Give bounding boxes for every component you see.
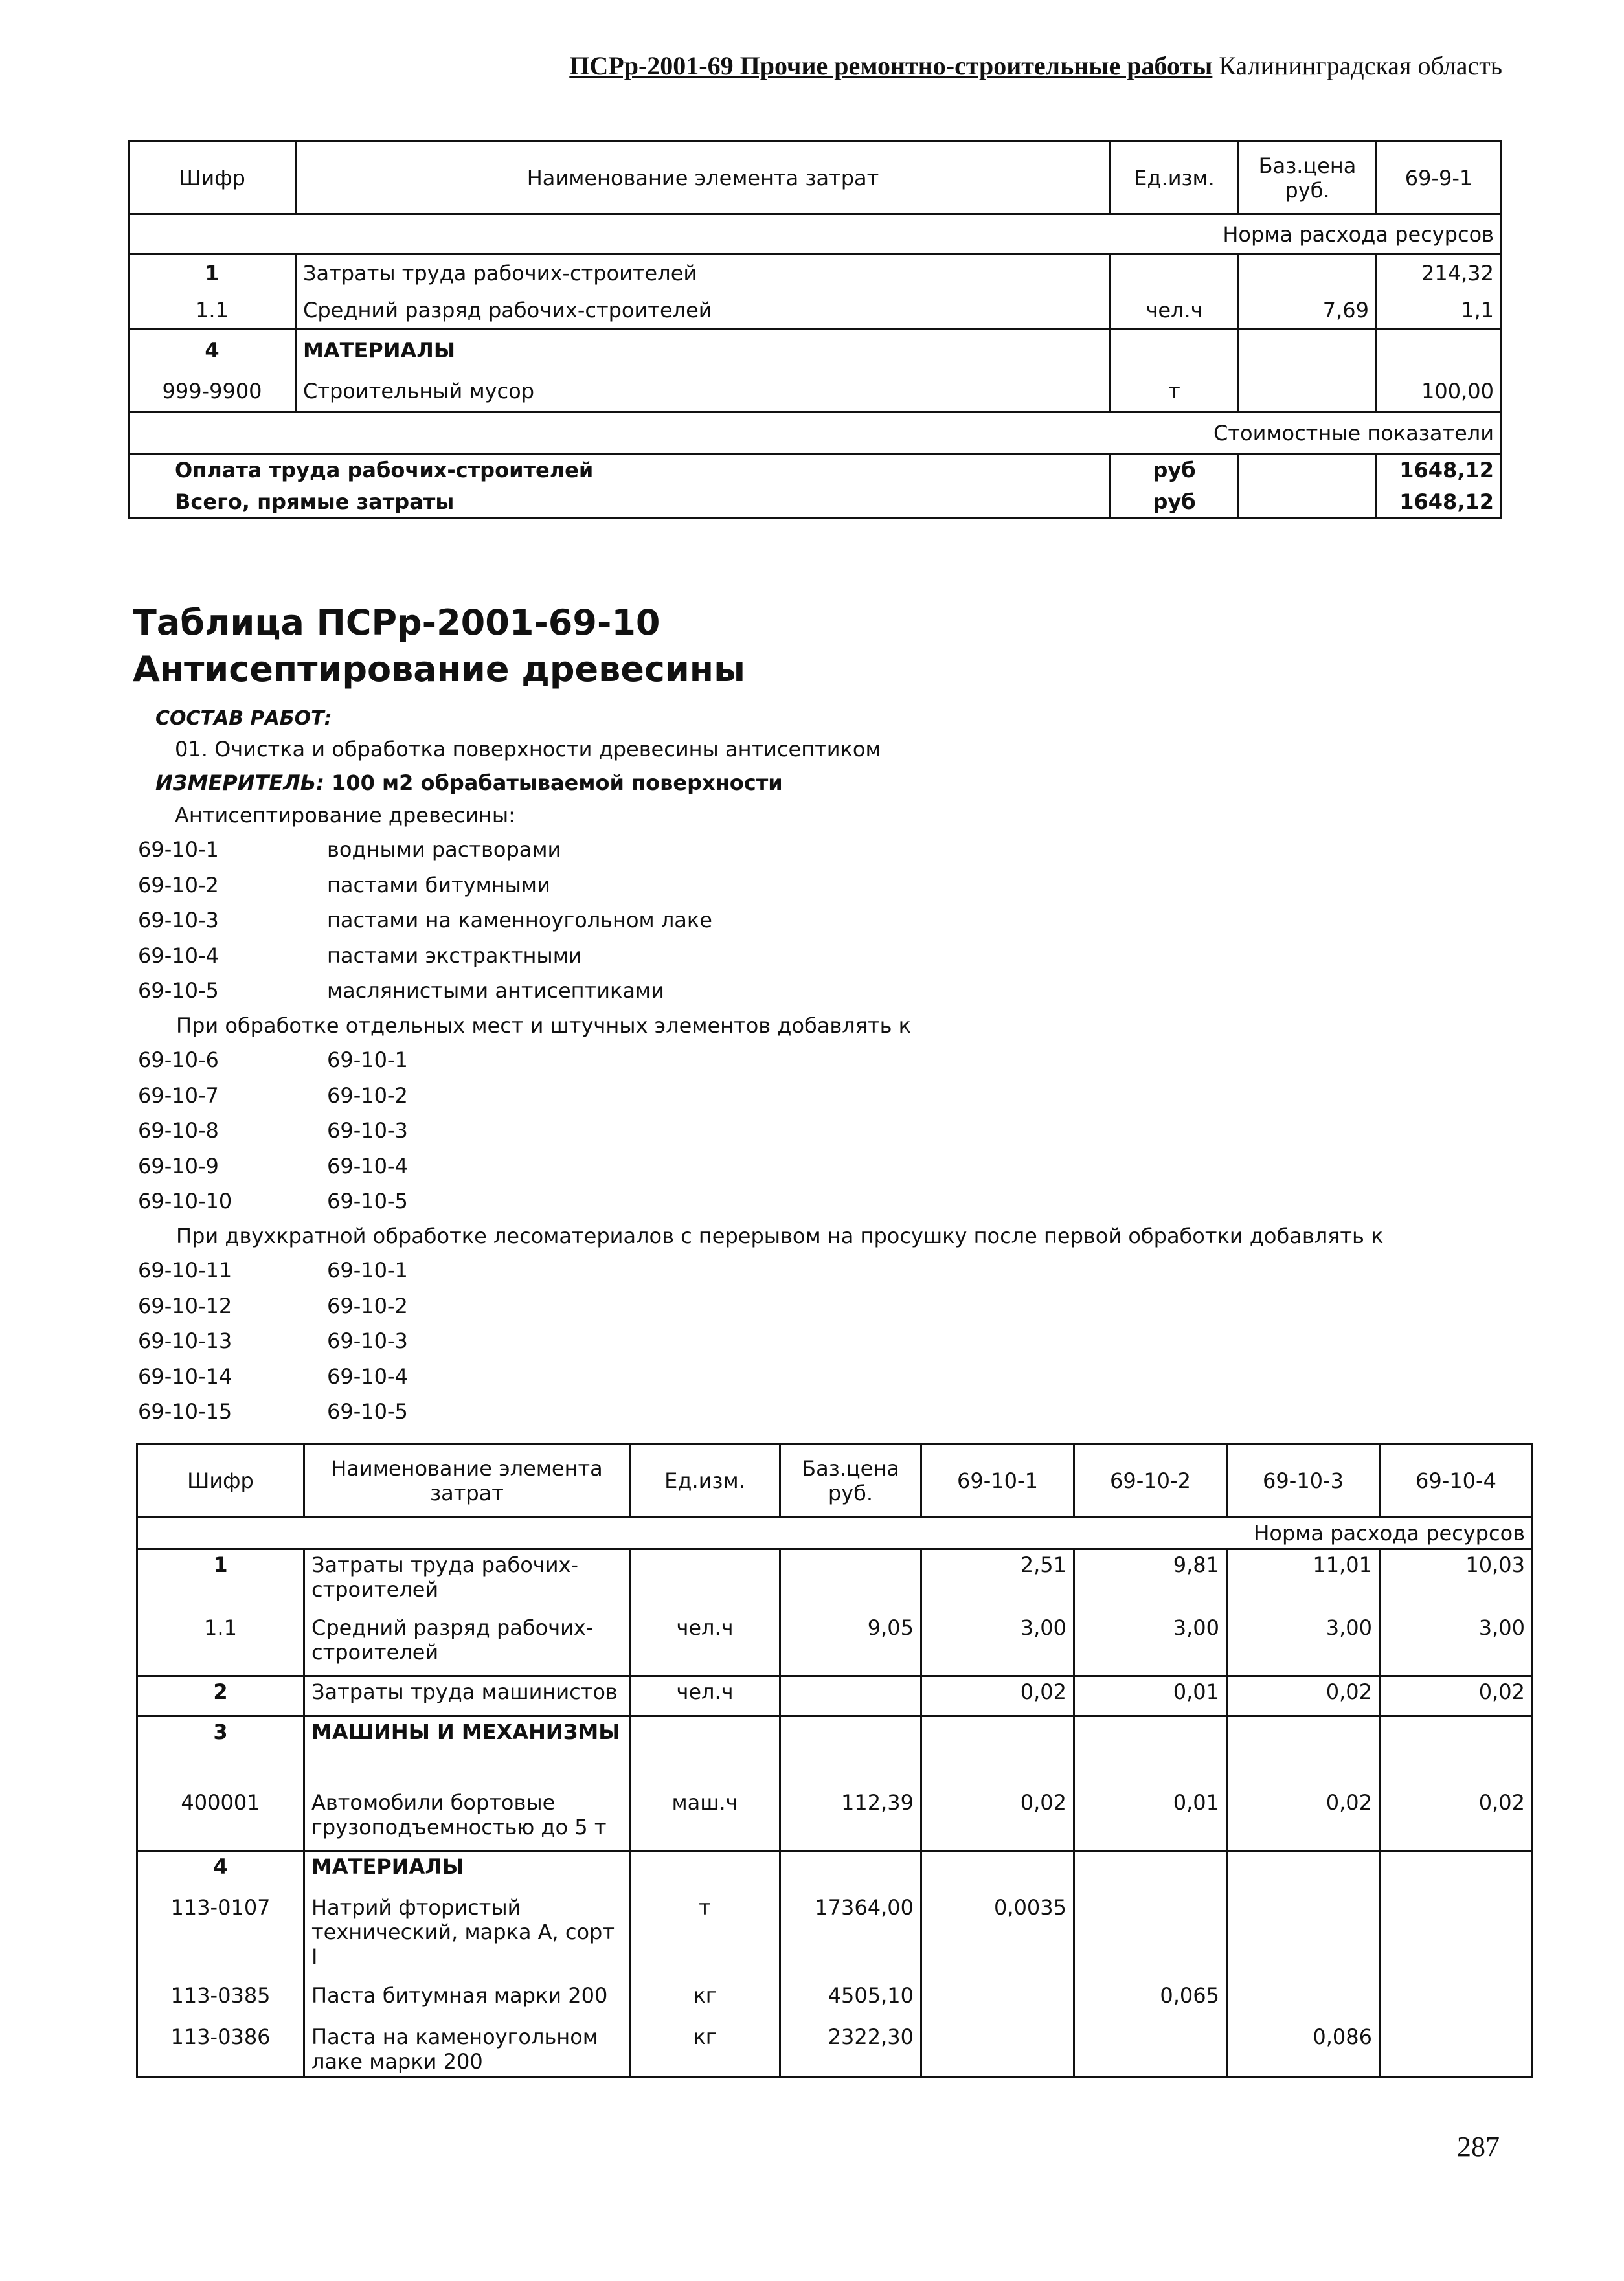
item-code: 69-10-14 [138, 1364, 232, 1389]
table-row [129, 454, 1502, 486]
row-value [1074, 2022, 1227, 2078]
row-value: 0,02 [921, 1788, 1074, 1851]
row-name: МАШИНЫ И МЕХАНИЗМЫ [304, 1716, 630, 1788]
row-unit: чел.ч [630, 1676, 780, 1716]
row-name: Затраты труда рабочих-строителей [296, 254, 1111, 292]
col-header-name: Наименование элемента затрат [304, 1444, 630, 1517]
total-name: Всего, прямые затраты [129, 486, 1111, 519]
row-name: МАТЕРИАЛЫ [296, 330, 1111, 371]
table-row [137, 1851, 1533, 1893]
row-value: 10,03 [1380, 1549, 1533, 1613]
row-value: 3,00 [1227, 1613, 1380, 1676]
item-description: пастами на каменноугольном лаке [327, 908, 712, 932]
row-price [1239, 330, 1377, 371]
row-value: 0,02 [1227, 1676, 1380, 1716]
col-header-69-10-3: 69-10-3 [1227, 1444, 1380, 1517]
row-value: 0,02 [1380, 1676, 1533, 1716]
col-header-code: Шифр [129, 142, 296, 214]
row-code: 1.1 [129, 292, 296, 330]
table-row [137, 1788, 1533, 1851]
item-description: 69-10-3 [327, 1329, 408, 1353]
row-value: 100,00 [1377, 371, 1502, 412]
row-code: 1.1 [137, 1613, 304, 1676]
table-row [129, 254, 1502, 292]
table-row [137, 1893, 1533, 1981]
col-header-code: Шифр [137, 1444, 304, 1517]
header-region: Калининградская область [1212, 51, 1502, 80]
row-code: 113-0386 [137, 2022, 304, 2078]
table-row [129, 330, 1502, 371]
row-value: 1,1 [1377, 292, 1502, 330]
total-unit: руб [1111, 454, 1239, 486]
row-name: Паста на каменоугольном лаке марки 200 [304, 2022, 630, 2078]
table-row [137, 1981, 1533, 2022]
running-header [414, 51, 1502, 89]
note-double-treatment: При двухкратной обработке лесоматериалов с перерывом на просушку после первой обработки добавлять к [176, 1224, 1384, 1248]
norm-header: Норма расхода ресурсов [129, 214, 1502, 254]
total-value: 1648,12 [1377, 454, 1502, 486]
row-name: Затраты труда машинистов [304, 1676, 630, 1716]
row-value: 0,065 [1074, 1981, 1227, 2022]
page-number: 287 [1457, 2131, 1500, 2163]
item-code: 69-10-5 [138, 978, 219, 1003]
item-description: водными растворами [327, 837, 561, 862]
row-code: 113-0107 [137, 1893, 304, 1981]
item-description: 69-10-2 [327, 1293, 408, 1318]
row-unit [630, 1716, 780, 1788]
item-description: 69-10-4 [327, 1364, 408, 1389]
row-value [921, 1716, 1074, 1788]
composition-item: 01. Очистка и обработка поверхности древесины антисептиком [175, 737, 881, 761]
row-unit: кг [630, 1981, 780, 2022]
row-price [1239, 371, 1377, 412]
item-description: 69-10-5 [327, 1189, 408, 1213]
row-value: 3,00 [921, 1613, 1074, 1676]
row-value [1380, 1893, 1533, 1981]
row-value: 0,086 [1227, 2022, 1380, 2078]
item-description: 69-10-3 [327, 1118, 408, 1143]
row-unit: т [1111, 371, 1239, 412]
row-price [780, 1851, 921, 1893]
row-value [921, 2022, 1074, 2078]
row-value [1380, 1981, 1533, 2022]
row-unit: маш.ч [630, 1788, 780, 1851]
row-value: 0,01 [1074, 1676, 1227, 1716]
row-value [1380, 1716, 1533, 1788]
row-value [1380, 2022, 1533, 2078]
meter-line [155, 770, 783, 795]
item-description: 69-10-2 [327, 1083, 408, 1108]
row-value: 9,81 [1074, 1549, 1227, 1613]
col-header-norm: 69-9-1 [1377, 142, 1502, 214]
table-row [137, 1676, 1533, 1716]
total-value: 1648,12 [1377, 486, 1502, 519]
row-price: 4505,10 [780, 1981, 921, 2022]
row-value: 11,01 [1227, 1549, 1380, 1613]
row-code: 3 [137, 1716, 304, 1788]
row-value: 0,02 [921, 1676, 1074, 1716]
row-value [1227, 1893, 1380, 1981]
row-value [1074, 1851, 1227, 1893]
row-value [921, 1981, 1074, 2022]
row-value: 2,51 [921, 1549, 1074, 1613]
row-name: Затраты труда рабочих-строителей [304, 1549, 630, 1613]
row-value [1380, 1851, 1533, 1893]
item-code: 69-10-6 [138, 1048, 219, 1072]
row-code: 400001 [137, 1788, 304, 1851]
header-title: ПСРр-2001-69 Прочие ремонтно-строительные работы [569, 51, 1213, 80]
row-unit [630, 1549, 780, 1613]
row-unit: т [630, 1893, 780, 1981]
row-value: 3,00 [1380, 1613, 1533, 1676]
row-code: 113-0385 [137, 1981, 304, 2022]
item-description: 69-10-1 [327, 1258, 408, 1283]
row-code: 1 [137, 1549, 304, 1613]
row-name: Средний разряд рабочих-строителей [296, 292, 1111, 330]
item-description: 69-10-5 [327, 1399, 408, 1424]
col-header-name: Наименование элемента затрат [296, 142, 1111, 214]
row-code: 1 [129, 254, 296, 292]
item-code: 69-10-15 [138, 1399, 232, 1424]
row-unit [1111, 330, 1239, 371]
item-description: 69-10-1 [327, 1048, 408, 1072]
row-name: Автомобили бортовые грузоподъемностью до 5 т [304, 1788, 630, 1851]
row-value [1074, 1716, 1227, 1788]
row-price: 7,69 [1239, 292, 1377, 330]
row-name: Паста битумная марки 200 [304, 1981, 630, 2022]
row-price: 9,05 [780, 1613, 921, 1676]
table-69-9 [128, 140, 1502, 519]
section-title: Таблица ПСРр-2001-69-10 [133, 602, 660, 643]
item-code: 69-10-10 [138, 1189, 232, 1213]
total-name: Оплата труда рабочих-строителей [129, 454, 1111, 486]
row-value: 0,01 [1074, 1788, 1227, 1851]
cost-header: Стоимостные показатели [129, 412, 1502, 454]
col-header-69-10-4: 69-10-4 [1380, 1444, 1533, 1517]
table-row [129, 292, 1502, 330]
item-code: 69-10-9 [138, 1153, 219, 1178]
row-code: 4 [129, 330, 296, 371]
row-price [1239, 254, 1377, 292]
meter-label: ИЗМЕРИТЕЛЬ: [155, 770, 324, 795]
row-value: 214,32 [1377, 254, 1502, 292]
note-single-elements: При обработке отдельных мест и штучных элементов добавлять к [176, 1013, 911, 1038]
item-code: 69-10-11 [138, 1258, 232, 1283]
row-value [1227, 1981, 1380, 2022]
col-header-69-10-1: 69-10-1 [921, 1444, 1074, 1517]
row-unit [630, 1851, 780, 1893]
section-intro: Антисептирование древесины: [175, 803, 515, 827]
item-code: 69-10-2 [138, 872, 219, 897]
col-header-price: Баз.цена руб. [780, 1444, 921, 1517]
item-code: 69-10-1 [138, 837, 219, 862]
item-description: пастами битумными [327, 872, 550, 897]
item-code: 69-10-7 [138, 1083, 219, 1108]
section-subtitle: Антисептирование древесины [133, 649, 745, 690]
row-name: Строительный мусор [296, 371, 1111, 412]
row-value [1074, 1893, 1227, 1981]
col-header-unit: Ед.изм. [1111, 142, 1239, 214]
row-unit [1111, 254, 1239, 292]
table-69-10 [136, 1443, 1533, 2078]
row-value: 3,00 [1074, 1613, 1227, 1676]
row-value [1227, 1851, 1380, 1893]
item-code: 69-10-4 [138, 943, 219, 968]
row-price [780, 1716, 921, 1788]
composition-label: СОСТАВ РАБОТ: [155, 707, 332, 730]
table-row [129, 486, 1502, 519]
item-code: 69-10-13 [138, 1329, 232, 1353]
table-row [137, 1549, 1533, 1613]
meter-value: 100 м2 обрабатываемой поверхности [324, 770, 783, 795]
item-code: 69-10-12 [138, 1293, 232, 1318]
item-code: 69-10-8 [138, 1118, 219, 1143]
total-unit: руб [1111, 486, 1239, 519]
row-unit: чел.ч [630, 1613, 780, 1676]
row-price: 17364,00 [780, 1893, 921, 1981]
total-price [1239, 486, 1377, 519]
table-row [137, 2022, 1533, 2078]
row-value: 0,02 [1380, 1788, 1533, 1851]
table-row [129, 371, 1502, 412]
norm-header: Норма расхода ресурсов [137, 1517, 1533, 1549]
table-row [137, 1716, 1533, 1788]
row-unit: чел.ч [1111, 292, 1239, 330]
col-header-69-10-2: 69-10-2 [1074, 1444, 1227, 1517]
row-code: 2 [137, 1676, 304, 1716]
row-unit: кг [630, 2022, 780, 2078]
row-price: 2322,30 [780, 2022, 921, 2078]
row-price [780, 1549, 921, 1613]
total-price [1239, 454, 1377, 486]
row-name: Средний разряд рабочих-строителей [304, 1613, 630, 1676]
row-name: Натрий фтористый технический, марка А, сорт I [304, 1893, 630, 1981]
row-price: 112,39 [780, 1788, 921, 1851]
row-name: МАТЕРИАЛЫ [304, 1851, 630, 1893]
row-value: 0,02 [1227, 1788, 1380, 1851]
table-row [137, 1613, 1533, 1676]
row-code: 4 [137, 1851, 304, 1893]
row-value [1377, 330, 1502, 371]
item-description: маслянистыми антисептиками [327, 978, 664, 1003]
row-code: 999-9900 [129, 371, 296, 412]
row-value [921, 1851, 1074, 1893]
col-header-unit: Ед.изм. [630, 1444, 780, 1517]
item-code: 69-10-3 [138, 908, 219, 932]
row-value [1227, 1716, 1380, 1788]
item-description: пастами экстрактными [327, 943, 582, 968]
row-price [780, 1676, 921, 1716]
col-header-price: Баз.цена руб. [1239, 142, 1377, 214]
item-description: 69-10-4 [327, 1153, 408, 1178]
row-value: 0,0035 [921, 1893, 1074, 1981]
